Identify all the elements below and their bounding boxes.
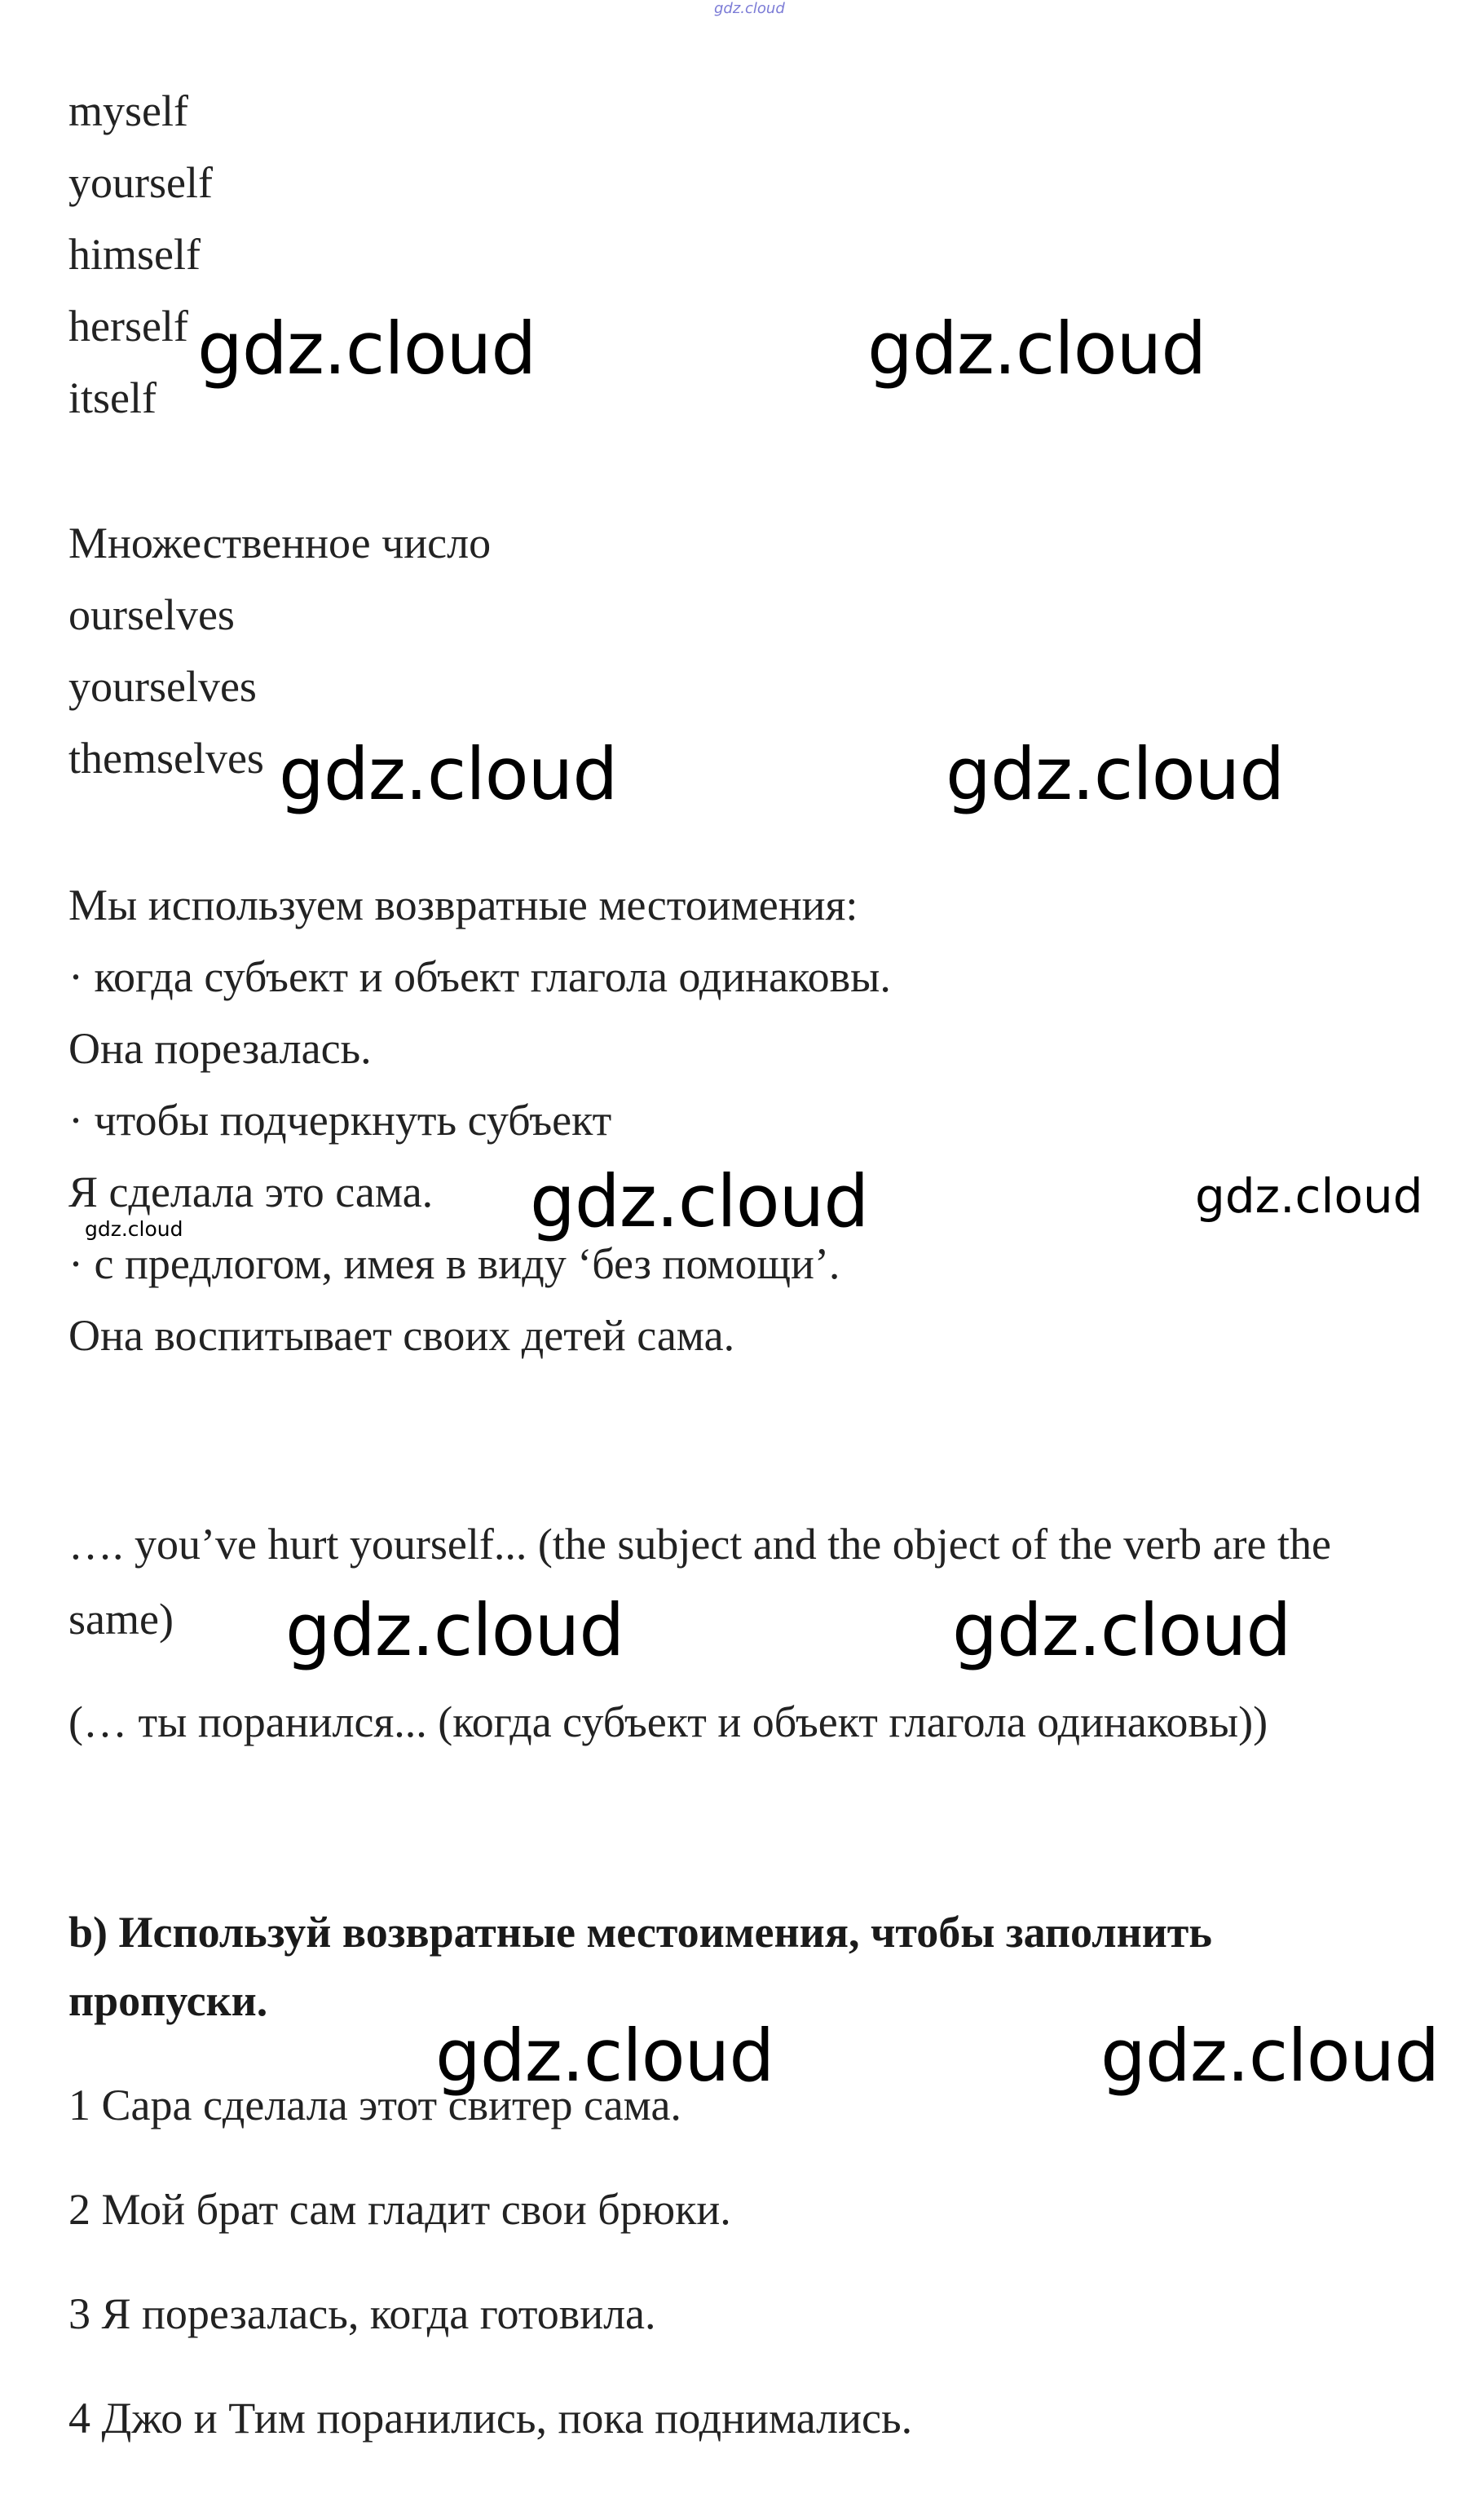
watermark: gdz.cloud <box>1195 1168 1423 1224</box>
watermark: gdz.cloud <box>279 732 618 816</box>
usage-line: · когда субъект и объект глагола одинаковы. <box>68 952 891 1001</box>
pronoun-myself: myself <box>68 86 188 135</box>
pronoun-herself: herself <box>68 302 188 351</box>
watermark: gdz.cloud <box>952 1588 1291 1672</box>
usage-line: Она порезалась. <box>68 1024 372 1073</box>
task-item: 4 Джо и Тим поранились, пока поднимались. <box>68 2394 913 2443</box>
example-line-2: same) <box>68 1595 174 1644</box>
example-line-1: …. you’ve hurt yourself... (the subject and the object of the verb are the <box>68 1520 1331 1569</box>
task-item: 2 Мой брат сам гладит свои брюки. <box>68 2185 731 2234</box>
pronoun-yourselves: yourselves <box>68 662 257 711</box>
watermark: gdz.cloud <box>197 307 536 391</box>
watermark-top: gdz.cloud <box>714 0 785 17</box>
pronoun-itself: itself <box>68 373 157 422</box>
watermark: gdz.cloud <box>435 2014 774 2098</box>
watermark: gdz.cloud <box>530 1159 869 1243</box>
pronoun-themselves: themselves <box>68 734 264 783</box>
watermark: gdz.cloud <box>1100 2014 1440 2098</box>
usage-line: Я сделала это сама. <box>68 1167 434 1216</box>
usage-line: · чтобы подчеркнуть субъект <box>68 1096 612 1145</box>
plural-heading: Множественное число <box>68 519 492 567</box>
usage-line: Она воспитывает своих детей сама. <box>68 1311 735 1360</box>
usage-line: · с предлогом, имея в виду ‘без помощи’. <box>68 1239 840 1288</box>
task-item: 1 Сара сделала этот свитер сама. <box>68 2081 681 2129</box>
task-title-line-2: пропуски. <box>68 1976 268 2025</box>
pronoun-himself: himself <box>68 230 201 279</box>
task-item: 3 Я порезалась, когда готовила. <box>68 2289 656 2338</box>
usage-intro: Мы используем возвратные местоимения: <box>68 880 858 929</box>
task-title-line-1: b) Используй возвратные местоимения, чтобы заполнить <box>68 1908 1212 1957</box>
pronoun-ourselves: ourselves <box>68 590 235 639</box>
watermark: gdz.cloud <box>946 732 1285 816</box>
watermark: gdz.cloud <box>285 1588 624 1672</box>
watermark-small: gdz.cloud <box>85 1217 183 1241</box>
pronoun-yourself: yourself <box>68 158 213 207</box>
example-translation: (… ты поранился... (когда субъект и объект глагола одинаковы)) <box>68 1697 1268 1746</box>
watermark: gdz.cloud <box>867 307 1206 391</box>
